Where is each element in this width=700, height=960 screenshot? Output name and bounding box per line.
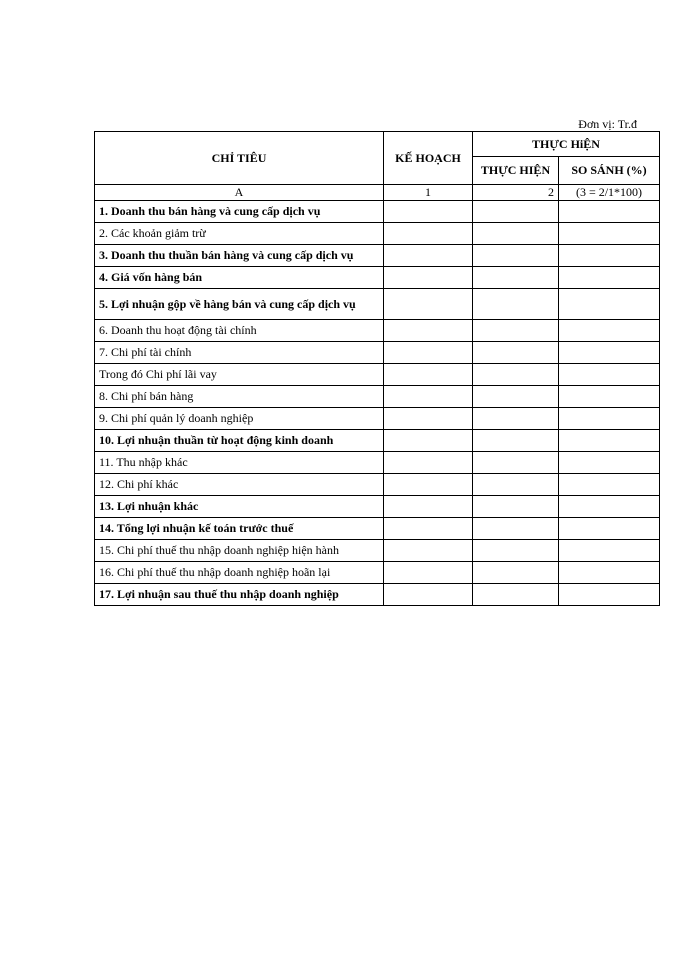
row-label: 8. Chi phí bán hàng <box>95 386 384 408</box>
row-label: 14. Tổng lợi nhuận kế toán trước thuế <box>95 518 384 540</box>
ke-hoach-cell <box>384 364 473 386</box>
index-2: 2 <box>473 185 559 201</box>
ke-hoach-cell <box>384 223 473 245</box>
thuc-hien-cell <box>473 562 559 584</box>
thuc-hien-cell <box>473 223 559 245</box>
ke-hoach-cell <box>384 518 473 540</box>
table-row <box>95 584 660 606</box>
thuc-hien-cell <box>473 408 559 430</box>
so-sanh-cell <box>559 223 660 245</box>
header-so-sanh: SO SÁNH (%) <box>559 157 660 185</box>
row-label: 7. Chi phí tài chính <box>95 342 384 364</box>
ke-hoach-cell <box>384 452 473 474</box>
row-label: Trong đó Chi phí lãi vay <box>95 364 384 386</box>
so-sanh-cell <box>559 430 660 452</box>
table-row <box>95 430 660 452</box>
row-label: 3. Doanh thu thuần bán hàng và cung cấp dịch vụ <box>95 245 384 267</box>
so-sanh-cell <box>559 562 660 584</box>
table-row <box>95 408 660 430</box>
row-label: 11. Thu nhập khác <box>95 452 384 474</box>
row-label: 13. Lợi nhuận khác <box>95 496 384 518</box>
thuc-hien-cell <box>473 584 559 606</box>
report-table <box>94 131 660 606</box>
thuc-hien-cell <box>473 364 559 386</box>
so-sanh-cell <box>559 496 660 518</box>
thuc-hien-cell <box>473 289 559 320</box>
thuc-hien-cell <box>473 540 559 562</box>
ke-hoach-cell <box>384 342 473 364</box>
header-thuc-hien-sub: THỰC HIỆN <box>473 157 559 185</box>
thuc-hien-cell <box>473 386 559 408</box>
so-sanh-cell <box>559 452 660 474</box>
ke-hoach-cell <box>384 474 473 496</box>
ke-hoach-cell <box>384 540 473 562</box>
header-chi-tieu: CHỈ TIÊU <box>95 132 384 185</box>
row-label: 2. Các khoản giảm trừ <box>95 223 384 245</box>
table-row <box>95 562 660 584</box>
thuc-hien-cell <box>473 430 559 452</box>
ke-hoach-cell <box>384 496 473 518</box>
index-1: 1 <box>384 185 473 201</box>
thuc-hien-cell <box>473 267 559 289</box>
ke-hoach-cell <box>384 289 473 320</box>
table-row <box>95 342 660 364</box>
thuc-hien-cell <box>473 320 559 342</box>
table-row <box>95 267 660 289</box>
table-row <box>95 496 660 518</box>
ke-hoach-cell <box>384 267 473 289</box>
so-sanh-cell <box>559 245 660 267</box>
so-sanh-cell <box>559 386 660 408</box>
table-row <box>95 386 660 408</box>
thuc-hien-cell <box>473 342 559 364</box>
thuc-hien-cell <box>473 518 559 540</box>
table-row <box>95 474 660 496</box>
table-row <box>95 223 660 245</box>
so-sanh-cell <box>559 540 660 562</box>
table-row <box>95 289 660 320</box>
ke-hoach-cell <box>384 584 473 606</box>
ke-hoach-cell <box>384 430 473 452</box>
row-label: 17. Lợi nhuận sau thuế thu nhập doanh nghiệp <box>95 584 384 606</box>
table-row <box>95 245 660 267</box>
ke-hoach-cell <box>384 408 473 430</box>
so-sanh-cell <box>559 320 660 342</box>
thuc-hien-cell <box>473 245 559 267</box>
table-row <box>95 364 660 386</box>
so-sanh-cell <box>559 408 660 430</box>
thuc-hien-cell <box>473 452 559 474</box>
index-3: (3 = 2/1*100) <box>559 185 660 201</box>
row-label: 9. Chi phí quản lý doanh nghiệp <box>95 408 384 430</box>
index-a: A <box>95 185 384 201</box>
header-thuc-hien: THỰC HiỆN <box>473 132 660 157</box>
row-label: 16. Chi phí thuế thu nhập doanh nghiệp hoãn lại <box>95 562 384 584</box>
table-row <box>95 452 660 474</box>
header-ke-hoach: KẾ HOẠCH <box>384 132 473 185</box>
row-label: 5. Lợi nhuận gộp về hàng bán và cung cấp dịch vụ <box>95 289 384 320</box>
so-sanh-cell <box>559 289 660 320</box>
so-sanh-cell <box>559 201 660 223</box>
ke-hoach-cell <box>384 320 473 342</box>
thuc-hien-cell <box>473 474 559 496</box>
table-body <box>95 201 660 606</box>
row-label: 12. Chi phí khác <box>95 474 384 496</box>
thuc-hien-cell <box>473 496 559 518</box>
so-sanh-cell <box>559 474 660 496</box>
ke-hoach-cell <box>384 245 473 267</box>
table-row <box>95 540 660 562</box>
so-sanh-cell <box>559 518 660 540</box>
ke-hoach-cell <box>384 386 473 408</box>
so-sanh-cell <box>559 267 660 289</box>
row-label: 15. Chi phí thuế thu nhập doanh nghiệp hiện hành <box>95 540 384 562</box>
row-label: 10. Lợi nhuận thuần từ hoạt động kinh doanh <box>95 430 384 452</box>
table-row <box>95 320 660 342</box>
row-label: 1. Doanh thu bán hàng và cung cấp dịch vụ <box>95 201 384 223</box>
table-row <box>95 518 660 540</box>
ke-hoach-cell <box>384 562 473 584</box>
table-row <box>95 201 660 223</box>
so-sanh-cell <box>559 584 660 606</box>
so-sanh-cell <box>559 342 660 364</box>
ke-hoach-cell <box>384 201 473 223</box>
unit-label: Đơn vị: Tr.đ <box>578 117 637 131</box>
so-sanh-cell <box>559 364 660 386</box>
thuc-hien-cell <box>473 201 559 223</box>
row-label: 6. Doanh thu hoạt động tài chính <box>95 320 384 342</box>
row-label: 4. Giá vốn hàng bán <box>95 267 384 289</box>
